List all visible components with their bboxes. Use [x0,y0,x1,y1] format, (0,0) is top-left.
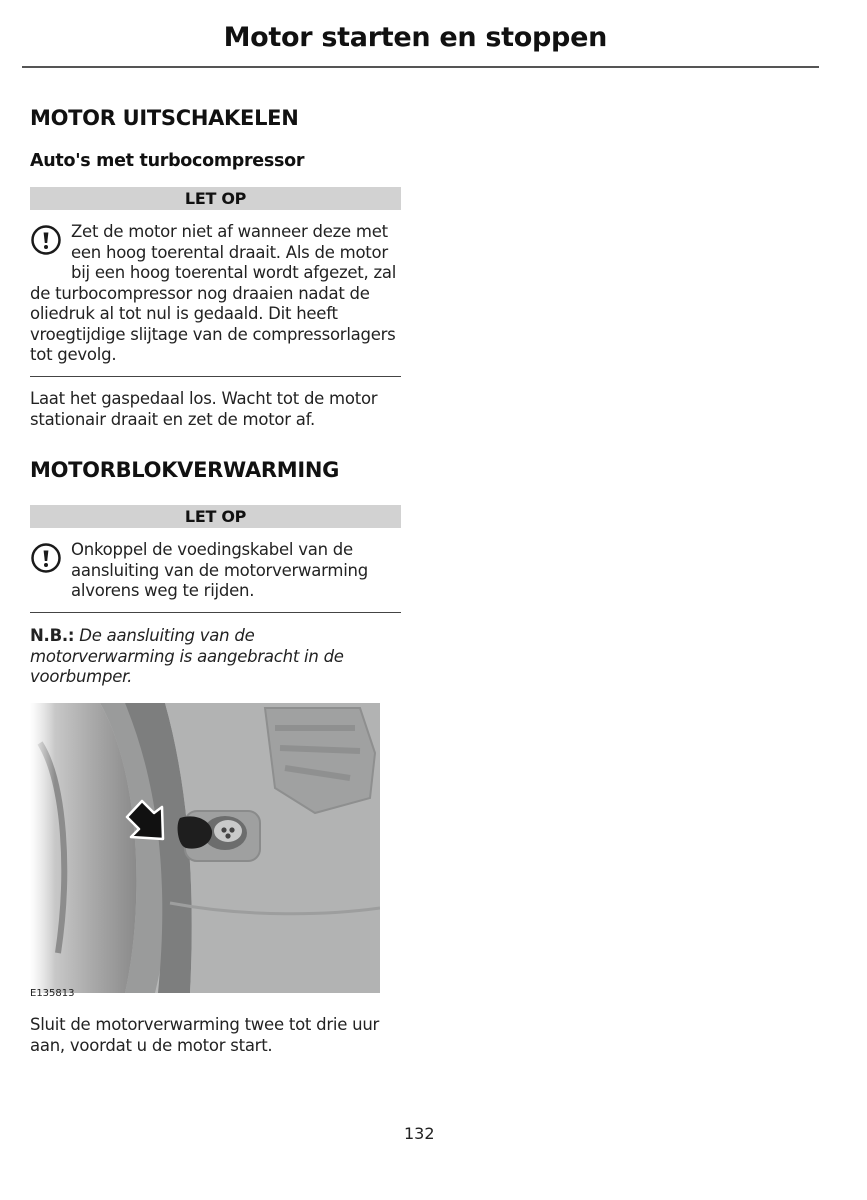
note [30,626,401,688]
exclamation-circle-icon [30,542,62,574]
page-header [22,22,819,68]
warning-text: Onkoppel de voedingskabel van de aansluiting van de motorverwarming alvorens weg te rijden. [71,540,368,600]
figure-code: E135813 [30,988,75,999]
warning-label: LET OP [30,187,401,210]
warning-box-turbo [30,187,401,377]
page-number: 132 [404,1124,435,1143]
note-label: N.B.: [30,626,75,645]
section-heading-motorblokverwarming: MOTORBLOKVERWARMING [30,458,340,482]
engine-heater-illustration [30,703,380,993]
warning-box-heater [30,505,401,613]
note-text: De aansluiting van de motorverwarming is aangebracht in de voorbumper. [30,626,344,686]
page-title: Motor starten en stoppen [223,22,607,53]
warning-body [30,528,401,613]
warning-text: Zet de motor niet af wanneer deze met een hoog toerental draait. Als de motor bij een hoog toerental wordt afgezet, zal de turbocompressor nog draaien nadat de oliedruk al tot nul is gedaald. Dit heeft vroegtijdige slijtage van de compressorlagers tot gevolg. [30,222,397,364]
section-heading-motor-uitschakelen: MOTOR UITSCHAKELEN [30,106,299,130]
body-text-heater: Sluit de motorverwarming twee tot drie uur aan, voordat u de motor start. [30,1015,380,1055]
warning-body [30,210,401,377]
subheading-turbo: Auto's met turbocompressor [30,151,305,171]
body-text-turbo: Laat het gaspedaal los. Wacht tot de motor stationair draait en zet de motor af. [30,389,378,429]
exclamation-circle-icon [30,224,62,256]
warning-label: LET OP [30,505,401,528]
